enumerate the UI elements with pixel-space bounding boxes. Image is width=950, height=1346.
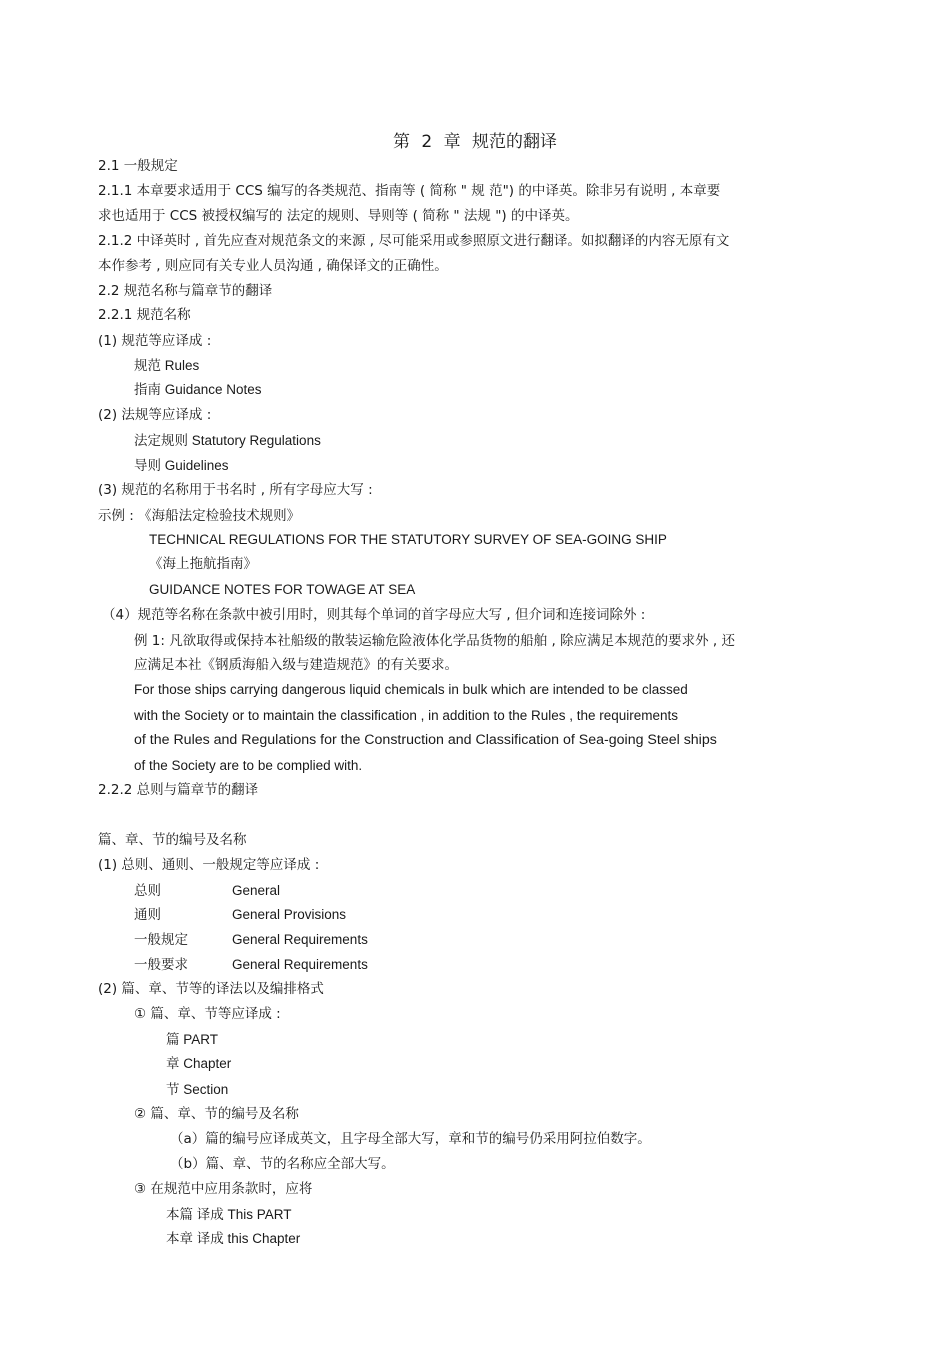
term-section: 节 Section [166,1082,229,1097]
general-term-en: General Requirements [232,957,368,972]
general-term-cn: 通则 [134,907,161,923]
general-term-cn: 总则 [134,883,161,899]
example-1-cn-line-2: 应满足本社《钢质海船入级与建造规范》的有关要求。 [134,657,458,673]
example-1-cn-line-1: 例 1: 凡欲取得或保持本社船级的散装运输危险液体化学品货物的船舶 , 除应满足本规范的要求外 , 还 [134,633,735,649]
numbering-rule-b: （b）篇、章、节的名称应全部大写。 [170,1156,395,1172]
numbering-subheading: 篇、章、节的编号及名称 [98,832,247,848]
example-1-en-line-1: For those ships carrying dangerous liquid chemicals in bulk which are intended to be classed [134,682,688,697]
parts-format-heading: (2) 篇、章、节等的译法以及编排格式 [98,981,324,997]
section-2-2-heading: 2.2 规范名称与篇章节的翻译 [98,283,273,299]
example-1-en-line-4: of the Society are to be complied with. [134,758,363,773]
example-en-title-1: TECHNICAL REGULATIONS FOR THE STATUTORY SURVEY OF SEA-GOING SHIP [149,532,667,547]
this-part-translation: 本篇 译成 This PART [166,1207,292,1222]
general-term-cn: 一般规定 [134,932,188,948]
item-3-book-titles: (3) 规范的名称用于书名时 , 所有字母应大写 : [98,482,373,498]
example-label: 示例 : 《海船法定检验技术规则》 [98,508,301,524]
example-1-en-line-3: of the Rules and Regulations for the Construction and Classification of Sea-going Steel ships [134,732,717,748]
general-term-en: General [232,883,281,898]
item-1-rules-term: 规范 Rules [134,358,200,373]
clause-2-2-1-heading: 2.2.1 规范名称 [98,307,191,323]
clause-2-1-2-line-1: 2.1.2 中译英时 , 首先应查对规范条文的来源 , 尽可能采用或参照原文进行翻译。如拟翻译的内容无原有文 [98,233,730,249]
example-1-en-line-2: with the Society or to maintain the classification , in addition to the Rules , the requirements [134,708,679,723]
general-terms-row [134,956,188,974]
item-2-statutory-term: 法定规则 Statutory Regulations [134,433,321,448]
clause-2-1-1-line-1: 2.1.1 本章要求适用于 CCS 编写的各类规范、指南等 ( 简称 " 规 范") 的中译英。除非另有说明 , 本章要 [98,183,721,199]
numbering-rule-a: （a）篇的编号应译成英文，且字母全部大写，章和节的编号仍采用阿拉伯数字。 [170,1131,651,1147]
example-cn-title-2: 《海上拖航指南》 [149,556,257,572]
item-4-citation-rule: （4）规范等名称在条款中被引用时，则其每个单词的首字母应大写 , 但介词和连接词除外 : [102,607,646,623]
general-term-cn: 一般要求 [134,957,188,973]
circled-item-2: ② 篇、章、节的编号及名称 [134,1106,299,1122]
item-2-guidelines-term: 导则 Guidelines [134,458,229,473]
general-term-en: General Requirements [232,932,368,947]
circled-item-3: ③ 在规范中应用条款时，应将 [134,1181,313,1197]
clause-2-1-1-line-2: 求也适用于 CCS 被授权编写的 法定的规则、导则等 ( 简称 " 法规 ") 的中译英。 [98,208,579,224]
general-terms-row [134,906,161,924]
this-chapter-translation: 本章 译成 this Chapter [166,1231,301,1246]
circled-item-1: ① 篇、章、节等应译成 : [134,1006,281,1022]
general-terms-row [134,931,188,949]
item-1-rules: (1) 规范等应译成 : [98,333,212,349]
general-terms-row [134,882,161,900]
general-terms-heading: (1) 总则、通则、一般规定等应译成 : [98,857,320,873]
item-1-guidance-term: 指南 Guidance Notes [134,382,262,397]
clause-2-1-2-line-2: 本作参考 , 则应同有关专业人员沟通 , 确保译文的正确性。 [98,258,448,274]
example-en-title-2: GUIDANCE NOTES FOR TOWAGE AT SEA [149,582,416,597]
section-2-1-heading: 2.1 一般规定 [98,158,178,174]
item-2-regulations: (2) 法规等应译成 : [98,407,212,423]
chapter-title: 第 2 章 规范的翻译 [392,132,558,152]
clause-2-2-2-heading: 2.2.2 总则与篇章节的翻译 [98,782,259,798]
term-chapter: 章 Chapter [166,1056,232,1071]
general-term-en: General Provisions [232,907,347,922]
term-part: 篇 PART [166,1032,219,1047]
